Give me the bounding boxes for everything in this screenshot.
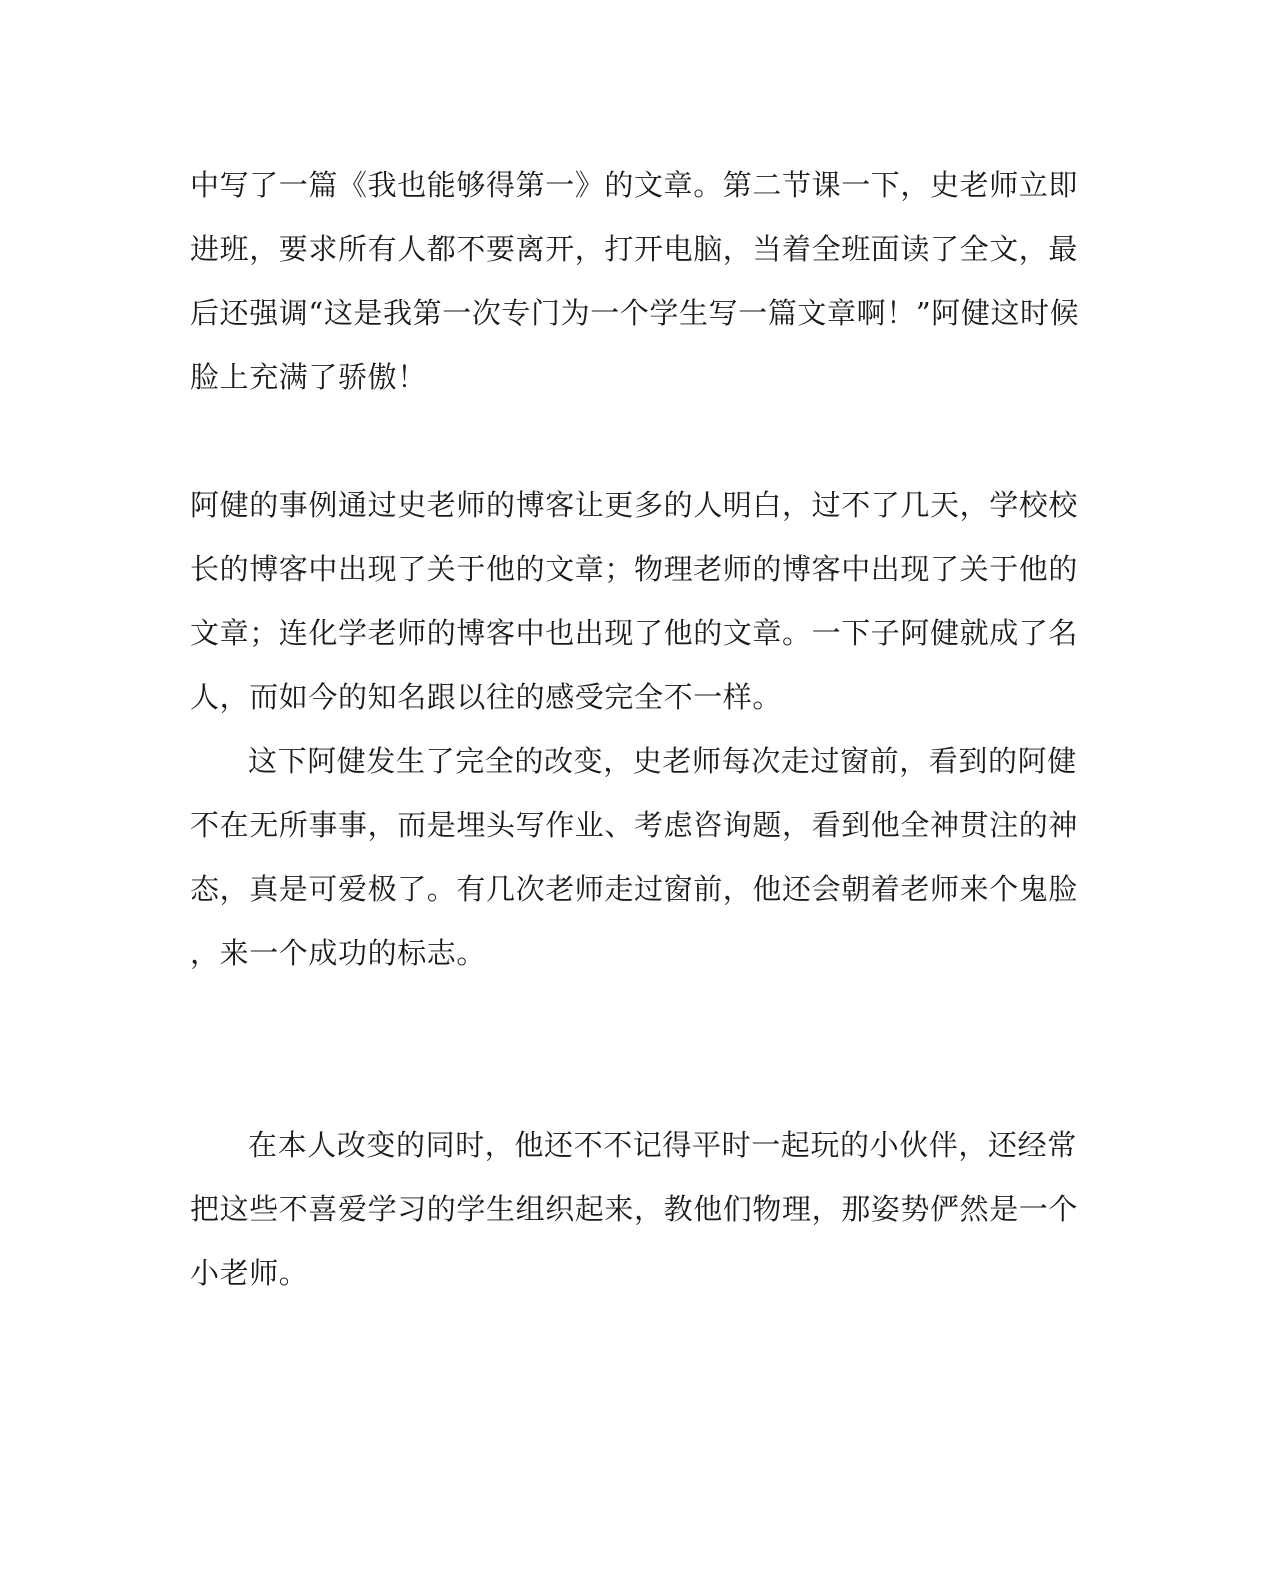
text-line: 阿健的事例通过史老师的博客让更多的人明白，过不了几天，学校校 — [190, 488, 1079, 522]
text-line: 脸上充满了骄傲！ — [190, 360, 427, 394]
text-line: 把这些不喜爱学习的学生组织起来，教他们物理，那姿势俨然是一个 — [190, 1192, 1079, 1226]
text-line: 在本人改变的同时，他还不不记得平时一起玩的小伙伴，还经常 — [248, 1128, 1077, 1162]
text-line: ，来一个成功的标志。 — [190, 936, 487, 970]
text-line: 文章；连化学老师的博客中也出现了他的文章。一下子阿健就成了名 — [190, 616, 1079, 650]
text-line: 态，真是可爱极了。有几次老师走过窗前，他还会朝着老师来个鬼脸 — [190, 872, 1079, 906]
text-line: 进班，要求所有人都不要离开，打开电脑，当着全班面读了全文，最 — [190, 232, 1079, 266]
text-line: 后还强调“这是我第一次专门为一个学生写一篇文章啊！”阿健这时候 — [190, 296, 1080, 330]
text-line: 小老师。 — [190, 1256, 309, 1290]
text-line: 人，而如今的知名跟以往的感受完全不一样。 — [190, 680, 783, 714]
text-line: 长的博客中出现了关于他的文章；物理老师的博客中出现了关于他的 — [190, 552, 1079, 586]
text-line: 不在无所事事，而是埋头写作业、考虑咨询题，看到他全神贯注的神 — [190, 808, 1079, 842]
text-line: 这下阿健发生了完全的改变，史老师每次走过窗前，看到的阿健 — [248, 744, 1077, 778]
text-line: 中写了一篇《我也能够得第一》的文章。第二节课一下，史老师立即 — [190, 168, 1079, 202]
